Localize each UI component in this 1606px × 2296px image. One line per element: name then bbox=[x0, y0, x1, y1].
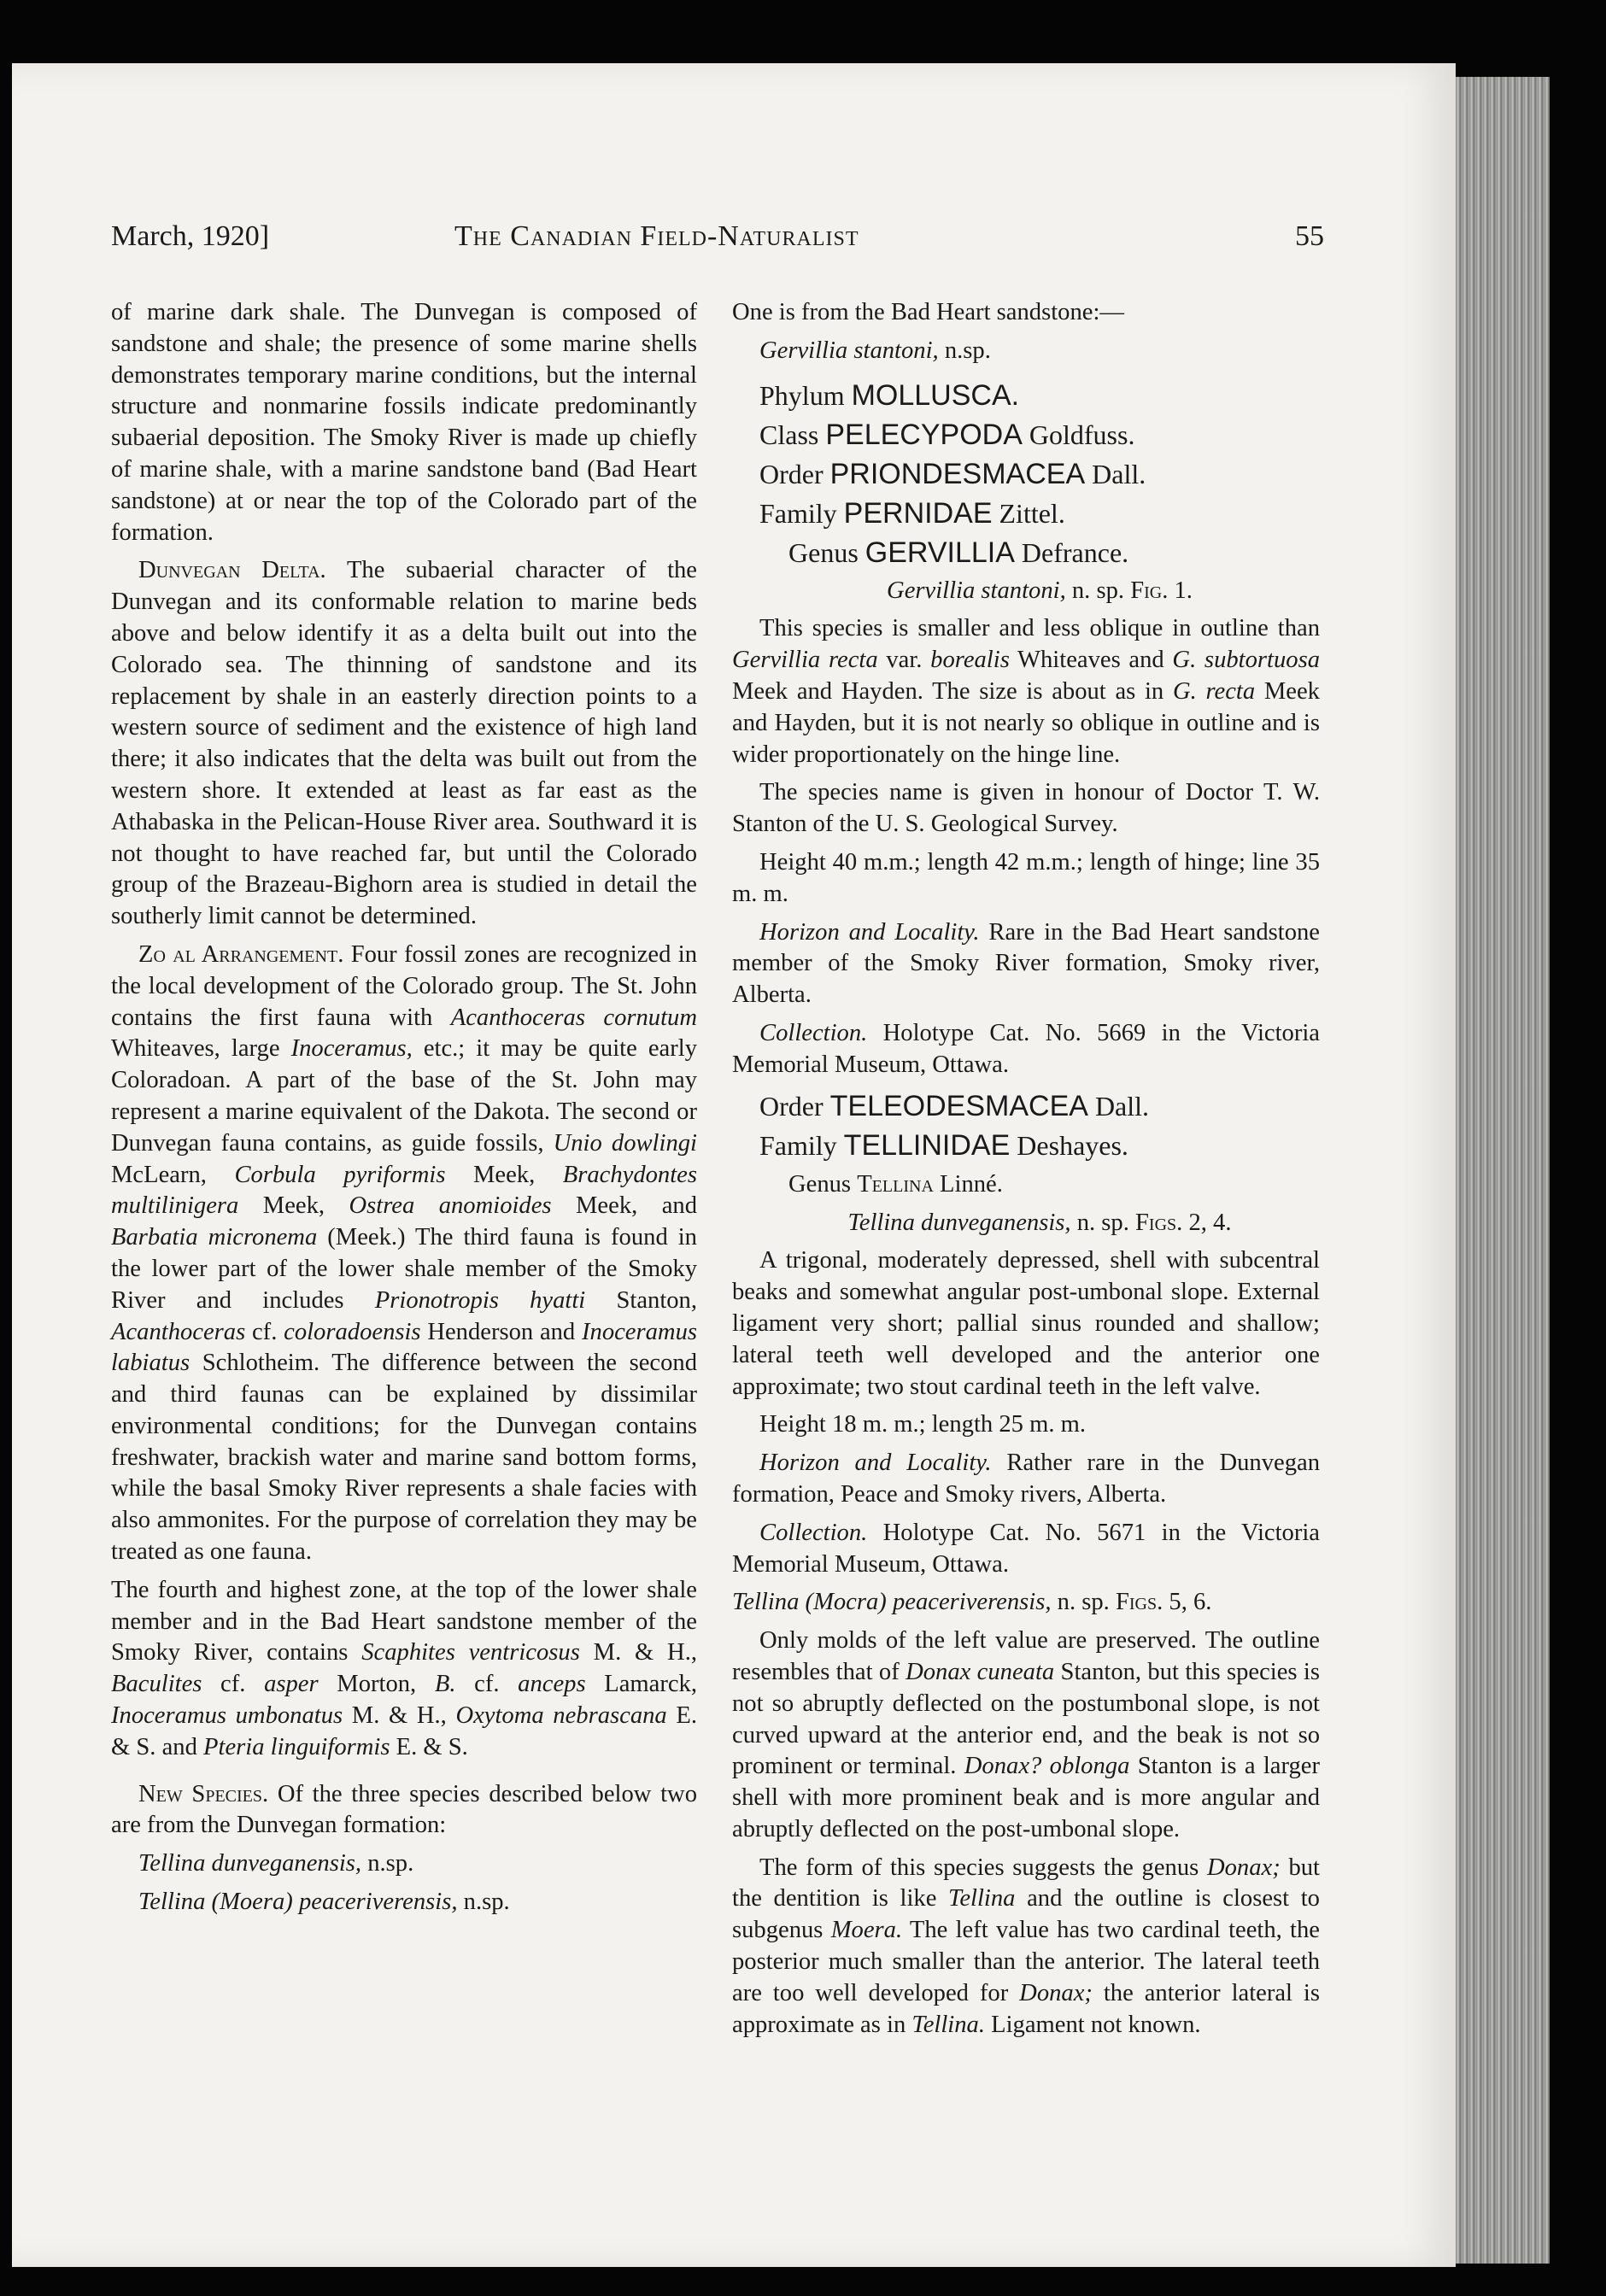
text-run: the anterior lateral is approximate as in bbox=[732, 1979, 1320, 2038]
text-run: Lamarck, bbox=[585, 1671, 697, 1698]
field-label: Horizon and Locality. bbox=[759, 918, 980, 946]
rank-label: Order bbox=[759, 458, 824, 489]
left-column bbox=[111, 297, 697, 1925]
taxon-name: B. bbox=[434, 1671, 456, 1698]
paragraph-gervillia-measurements: Height 40 m.m.; length 42 m.m.; length of hinge; line 35 m. m. bbox=[732, 848, 1320, 907]
rank-author: Deshayes. bbox=[1017, 1129, 1128, 1161]
text-run: Stanton is a larger shell with more prominent beak and is more angular and abruptly deflected on the post-umbonal slope. bbox=[732, 1753, 1320, 1842]
taxon-name: Tellina dunveganensis, bbox=[138, 1850, 362, 1877]
taxon-name: Brachydontes multilinigera bbox=[111, 1161, 697, 1220]
text-run: cf. bbox=[202, 1671, 265, 1698]
text-run: Holotype Cat. No. 5671 in the Victoria Memorial Museum, Ottawa. bbox=[732, 1519, 1320, 1578]
text-run: Meek, bbox=[238, 1192, 349, 1220]
rank-author: Zittel. bbox=[999, 497, 1065, 529]
taxon-name: Corbula pyriformis bbox=[234, 1161, 446, 1188]
paragraph-gervillia-name: The species name is given in honour of Doctor T. W. Stanton of the U. S. Geological Survey. bbox=[732, 779, 1320, 838]
paragraph-new-species bbox=[111, 1779, 697, 1842]
text-run: This species is smaller and less oblique in outline than bbox=[759, 615, 1320, 642]
rank-name: PERNIDAE bbox=[843, 496, 993, 530]
taxon-name: Tellina dunveganensis, bbox=[847, 1209, 1071, 1236]
figure-reference: Figs. 2, 4. bbox=[1135, 1209, 1232, 1236]
taxon-name: G. recta bbox=[1172, 677, 1256, 705]
species-heading-tellina bbox=[732, 1208, 1320, 1239]
text-run: Meek, bbox=[445, 1161, 563, 1188]
species-heading-moera bbox=[732, 1587, 1320, 1619]
taxon-name: Gervillia recta bbox=[732, 647, 878, 674]
taxon-name: Tellina (Moera) peaceriverensis, bbox=[138, 1889, 458, 1916]
taxon-name: Gervillia stantoni, bbox=[887, 577, 1066, 604]
text-run: var. bbox=[877, 647, 931, 674]
rank-author: Goldfuss. bbox=[1029, 419, 1135, 450]
taxon-name: Barbatia micronema bbox=[111, 1224, 318, 1251]
text-run: but the dentition is like bbox=[732, 1854, 1320, 1912]
taxon-name: Tellina (Mocra) peaceriverensis, bbox=[732, 1589, 1052, 1616]
rank-label: Phylum bbox=[759, 379, 845, 411]
paragraph-tellina-measurements: Height 18 m. m.; length 25 m. m. bbox=[759, 1411, 1087, 1438]
journal-title: The Canadian Field-Naturalist bbox=[454, 220, 859, 252]
text-run: (Meek.) The third fauna is found in the lower part of the lower shale member of the Smoky River and includes bbox=[111, 1224, 697, 1314]
paragraph-dunvegan-delta bbox=[111, 555, 697, 933]
taxon-name: Prionotropis hyatti bbox=[374, 1286, 586, 1314]
taxonomy-family-2 bbox=[732, 1129, 1320, 1162]
taxon-name: Moera. bbox=[830, 1917, 903, 1944]
rank-name: TELLINIDAE bbox=[843, 1128, 1011, 1162]
paragraph-bad-heart-intro: One is from the Bad Heart sandstone:— bbox=[732, 299, 1124, 325]
page-number: 55 bbox=[1295, 220, 1324, 252]
taxon-name: Inoceramus labiatus bbox=[111, 1318, 697, 1377]
paragraph-tellina-horizon bbox=[732, 1448, 1320, 1511]
text-run: Only molds of the left value are preserved. The outline resembles that of bbox=[732, 1627, 1320, 1685]
heading-zonal-arrangement: Zo al Arrangement. bbox=[138, 940, 344, 968]
text-run: and the outline is closest to subgenus bbox=[732, 1885, 1320, 1944]
text-run: Rare in the Bad Heart sandstone member of the Smoky River formation, Smoky river, Alberta. bbox=[732, 918, 1320, 1009]
taxonomy-phylum bbox=[732, 379, 1320, 412]
taxon-name: Donax; bbox=[1206, 1854, 1281, 1881]
text-run: M. & H., bbox=[343, 1702, 456, 1730]
taxon-name: Tellina bbox=[948, 1885, 1016, 1912]
header-date: March, 1920] bbox=[111, 220, 270, 252]
paragraph-zonal-arrangement bbox=[111, 940, 697, 1568]
text-run: Meek and Hayden, but it is not nearly so oblique in outline and is wider proportionately on the hinge line. bbox=[732, 677, 1320, 768]
rank-author: Defrance. bbox=[1021, 536, 1129, 568]
text-run: Schlotheim. The difference between the second and third faunas can be explained by dissimilar environmental conditions; for the Dunvegan contains freshwater, brackish water and marine sand bottom forms, while the basal Smoky River represents a shale facies with also ammonites. For the purpose of correlation they may be treated as one fauna. bbox=[111, 1350, 697, 1566]
taxon-name: Unio dowlingi bbox=[553, 1129, 697, 1157]
paragraph-fourth-zone bbox=[111, 1575, 697, 1764]
rank-name: PELECYPODA bbox=[825, 418, 1023, 451]
taxon-name: Inoceramus, bbox=[290, 1035, 413, 1063]
taxonomy-genus-2 bbox=[732, 1168, 1320, 1201]
rank-author: Dall. bbox=[1092, 458, 1146, 489]
taxonomy-class bbox=[732, 419, 1320, 451]
text-run: cf. bbox=[245, 1318, 284, 1345]
running-head bbox=[111, 220, 1324, 263]
taxon-name: Donax? oblonga bbox=[964, 1753, 1130, 1780]
rank-author: Dall. bbox=[1094, 1090, 1150, 1122]
figure-reference: Figs. 5, 6. bbox=[1115, 1589, 1212, 1616]
rank-label: Genus bbox=[788, 536, 859, 568]
text-run: Stanton, bbox=[585, 1286, 698, 1314]
text-run: The left value has two cardinal teeth, the posterior much smaller than the anterior. The lateral teeth are too well developed for bbox=[732, 1917, 1320, 2006]
paragraph-moera-dentition bbox=[732, 1853, 1320, 2041]
taxon-name: borealis bbox=[930, 647, 1010, 674]
taxon-name: asper bbox=[264, 1671, 319, 1698]
text-run: n.sp. bbox=[361, 1850, 414, 1877]
paragraph-gervillia-collection bbox=[732, 1018, 1320, 1081]
rank-label: Class bbox=[759, 419, 819, 450]
species-list-item bbox=[111, 1887, 697, 1918]
rank-author: Linné. bbox=[940, 1170, 1003, 1198]
paragraph-shale: of marine dark shale. The Dunvegan is composed of sandstone and shale; the presence of some marine shells demonstrates temporary marine conditions, but the internal structure and nonmarine fossils indicate predominantly subaerial deposition. The Smoky River is made up chiefly of marine shale, with a marine sandstone band (Bad Heart sandstone) at or near the top of the Colorado part of the formation. bbox=[111, 299, 697, 546]
taxon-name: Gervillia stantoni, bbox=[759, 337, 939, 364]
text-run: McLearn, bbox=[111, 1161, 235, 1188]
text-run: Rather rare in the Dunvegan formation, Peace and Smoky rivers, Alberta. bbox=[732, 1450, 1320, 1508]
text-run: n. sp. bbox=[1070, 1209, 1136, 1236]
text-run: Meek, and bbox=[551, 1192, 697, 1220]
text-run: The fourth and highest zone, at the top of the lower shale member and in the Bad Heart sandstone member of the Smoky River, contains bbox=[111, 1576, 697, 1666]
field-label: Horizon and Locality. bbox=[759, 1450, 992, 1477]
paragraph-tellina-description: A trigonal, moderately depressed, shell with subcentral beaks and somewhat angular post-umbonal slope. External ligament very short; pallial sinus rounded and shallow; lateral teeth well developed and the anterior one approximate; two stout cardinal teeth in the left valve. bbox=[732, 1247, 1320, 1400]
taxon-name: Baculites bbox=[111, 1671, 202, 1698]
paragraph-gervillia-horizon bbox=[732, 917, 1320, 1011]
figure-reference: Fig. 1. bbox=[1130, 577, 1193, 604]
text-run: M. & H., bbox=[579, 1639, 697, 1666]
right-column bbox=[732, 297, 1320, 2047]
species-heading-gervillia bbox=[732, 576, 1320, 607]
taxon-name: Tellina. bbox=[911, 2011, 985, 2038]
text-dunvegan-delta: The subaerial character of the Dunvegan and its conformable relation to marine beds above and below identify it as a delta built out into the Colorado sea. The thinning of sandstone and its replacement by shale in an easterly direction points to a western source of sediment and the existence of high land there; it also indicates that the delta was built out from the western shore. It extended at least as far east as the Athabaska in the Pelican-House River area. Southward it is not thought to have reached far, but until the Colorado group of the Brazeau-Bighorn area is studied in detail the southerly limit cannot be determined. bbox=[111, 557, 697, 930]
taxon-name: Ostrea anomioides bbox=[349, 1192, 552, 1220]
taxon-name: Donax; bbox=[1019, 1979, 1093, 2006]
text-run: Stanton, but this species is not so abruptly deflected on the postumbonal slope, is not curved upward at the anterior end, and the beak is not so prominent or terminal. bbox=[732, 1658, 1320, 1780]
heading-dunvegan-delta: Dunvegan Delta. bbox=[138, 557, 326, 584]
text-run: Whiteaves, large bbox=[111, 1035, 291, 1063]
species-list-item bbox=[111, 1848, 697, 1880]
page-edges bbox=[1456, 77, 1550, 2264]
text-run: Henderson and bbox=[420, 1318, 582, 1345]
text-run: etc.; it may be quite early Coloradoan. A part of the base of the St. John may represent a marine equivalent of the Dakota. The second or Dunvegan fauna contains, as guide fossils, bbox=[111, 1035, 697, 1157]
text-run: Meek and Hayden. The size is about as in bbox=[732, 677, 1173, 705]
text-run: cf. bbox=[455, 1671, 519, 1698]
paragraph-moera-description bbox=[732, 1625, 1320, 1846]
paragraph-tellina-collection bbox=[732, 1518, 1320, 1581]
species-list-item bbox=[732, 336, 1320, 367]
taxonomy-order bbox=[732, 458, 1320, 490]
taxonomy-genus bbox=[732, 536, 1320, 569]
text-run: Of the three species described below two are from the Dunvegan formation: bbox=[111, 1780, 697, 1839]
field-label: Collection. bbox=[759, 1519, 868, 1546]
rank-name: MOLLUSCA. bbox=[851, 378, 1020, 412]
rank-name: PRIONDESMACEA bbox=[829, 457, 1086, 490]
taxon-name: Pteria linguiformis bbox=[203, 1733, 390, 1760]
field-label: Collection. bbox=[759, 1019, 868, 1046]
text-run: n.sp. bbox=[457, 1889, 510, 1916]
rank-name: TELEODESMACEA bbox=[829, 1089, 1088, 1122]
taxon-name: Oxytoma nebrascana bbox=[455, 1702, 667, 1730]
text-run: Morton, bbox=[318, 1671, 435, 1698]
text-run: n. sp. bbox=[1065, 577, 1131, 604]
text-run: Four fossil zones are recognized in the local development of the Colorado group. The St. John contains the first fauna with bbox=[111, 940, 697, 1031]
taxon-name: G. subtortuosa bbox=[1172, 647, 1320, 674]
text-run: The form of this species suggests the genus bbox=[759, 1854, 1207, 1881]
heading-new-species: New Species. bbox=[138, 1780, 269, 1807]
text-run: E. & S. and bbox=[111, 1702, 697, 1760]
text-run: n. sp. bbox=[1051, 1589, 1116, 1616]
paragraph-gervillia-description bbox=[732, 613, 1320, 770]
text-run: Whiteaves and bbox=[1009, 647, 1173, 674]
rank-name: GERVILLIA bbox=[865, 536, 1015, 569]
rank-label: Family bbox=[759, 1129, 837, 1161]
taxonomy-family bbox=[732, 497, 1320, 530]
taxonomy-order-2 bbox=[732, 1090, 1320, 1122]
text-run: Holotype Cat. No. 5669 in the Victoria Memorial Museum, Ottawa. bbox=[732, 1019, 1320, 1078]
text-run: n.sp. bbox=[938, 337, 991, 364]
taxon-name: coloradoensis bbox=[284, 1318, 421, 1345]
taxon-name: anceps bbox=[518, 1671, 586, 1698]
taxon-name: Acanthoceras cornutum bbox=[450, 1004, 697, 1031]
rank-name: Tellina bbox=[857, 1170, 934, 1198]
taxon-name: Donax cuneata bbox=[906, 1658, 1055, 1685]
rank-label: Family bbox=[759, 497, 837, 529]
taxon-name: Acanthoceras bbox=[111, 1318, 246, 1345]
text-run: Ligament not known. bbox=[984, 2011, 1201, 2038]
rank-label: Order bbox=[759, 1090, 824, 1122]
rank-label: Genus bbox=[788, 1170, 852, 1198]
taxon-name: Inoceramus umbonatus bbox=[111, 1702, 343, 1730]
taxon-name: Scaphites ventricosus bbox=[361, 1639, 580, 1666]
text-run: E. & S. bbox=[390, 1733, 468, 1760]
